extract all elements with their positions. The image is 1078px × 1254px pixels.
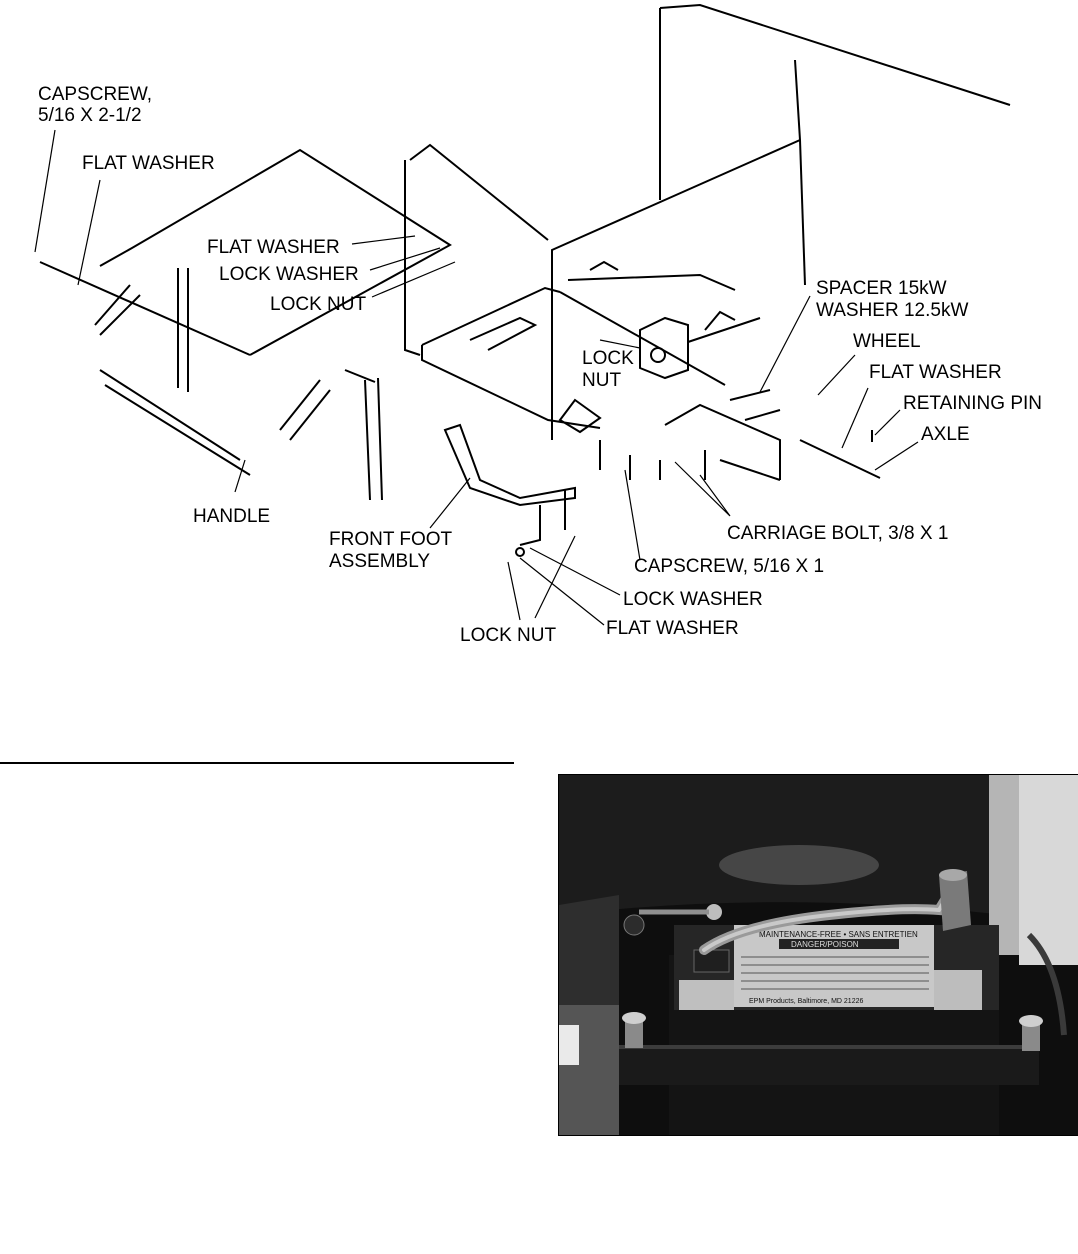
label-lock-nut-mid: LOCK NUT — [270, 294, 367, 315]
front-foot-parts — [445, 425, 575, 556]
battery-warning-text: DANGER/POISON — [791, 940, 859, 949]
label-capscrew-top: CAPSCREW, — [38, 84, 153, 105]
label-spacer: SPACER 15kW — [816, 278, 947, 299]
section-divider — [0, 762, 514, 764]
label-front-foot-line1: FRONT FOOT — [329, 529, 453, 550]
label-capscrew-bottom: CAPSCREW, 5/16 X 1 — [634, 556, 825, 577]
label-lock-washer-bottom: LOCK WASHER — [623, 589, 763, 610]
label-lock-nut-center-line2: NUT — [582, 370, 622, 391]
wheel-parts — [600, 390, 880, 480]
label-flat-washer-bottom: FLAT WASHER — [606, 618, 739, 639]
label-front-foot-line2: ASSEMBLY — [329, 551, 431, 572]
label-flat-washer-mid: FLAT WASHER — [207, 237, 340, 258]
label-lock-nut-center-line1: LOCK — [582, 348, 634, 369]
leader-lines — [35, 130, 918, 625]
label-wheel: WHEEL — [853, 331, 921, 352]
handle-parts — [40, 150, 450, 500]
battery-top-text: MAINTENANCE-FREE • SANS ENTRETIEN — [759, 930, 918, 939]
label-flat-washer-right: FLAT WASHER — [869, 362, 1002, 383]
label-retaining-pin: RETAINING PIN — [903, 393, 1042, 414]
label-lock-nut-bottom: LOCK NUT — [460, 625, 557, 646]
battery-photo — [558, 774, 1078, 1136]
label-flat-washer-top: FLAT WASHER — [82, 153, 215, 174]
label-axle: AXLE — [921, 424, 970, 445]
label-carriage-bolt: CARRIAGE BOLT, 3/8 X 1 — [727, 523, 949, 544]
label-handle: HANDLE — [193, 506, 271, 527]
label-lock-washer-mid: LOCK WASHER — [219, 264, 359, 285]
label-washer-125kw: WASHER 12.5kW — [816, 300, 969, 321]
battery-maker-text: EPM Products, Baltimore, MD 21226 — [749, 998, 864, 1005]
label-capscrew-top-size: 5/16 X 2-1/2 — [38, 105, 142, 126]
